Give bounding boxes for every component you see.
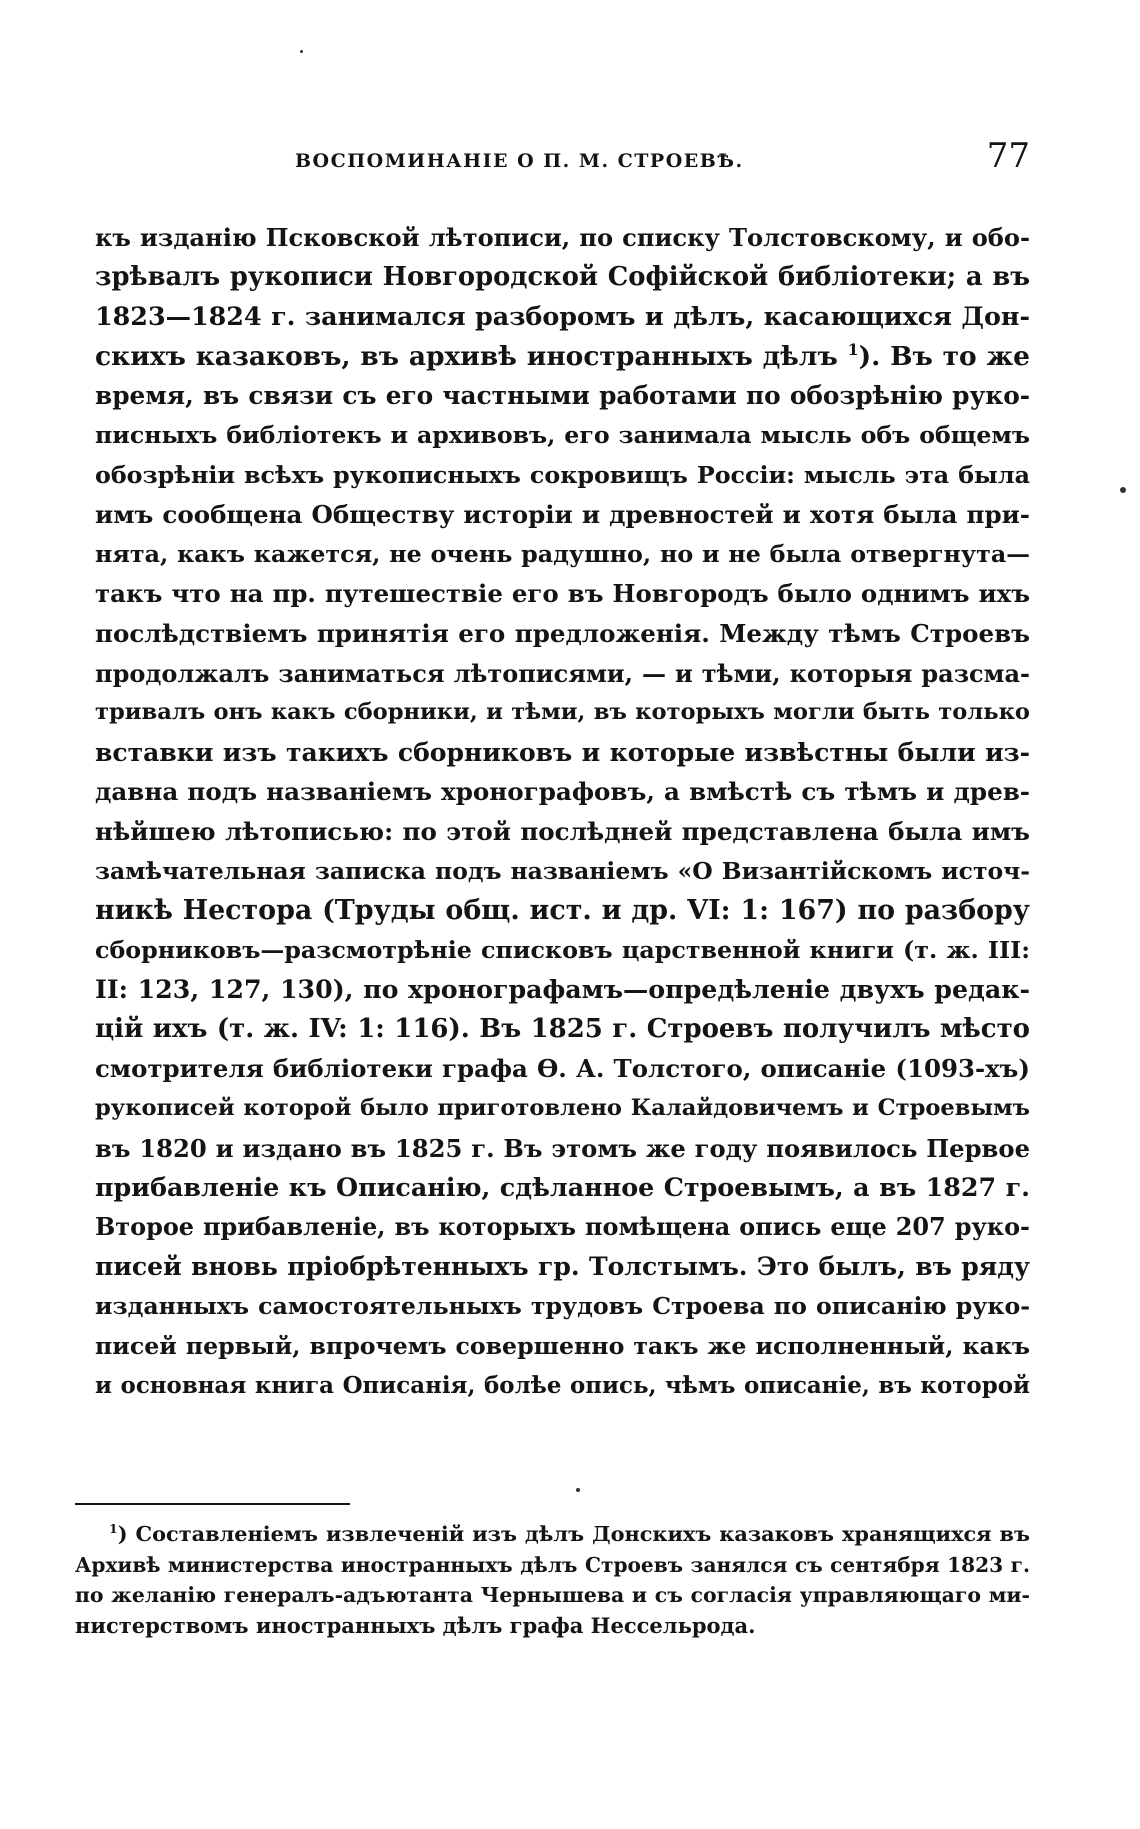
text-line: писныхъ библіотекъ и архивовъ, его занимала мысль объ общемъ (95, 420, 1030, 449)
text-line: Второе прибавленіе, въ которыхъ помѣщена опись еще 207 руко- (95, 1212, 1030, 1241)
text-line-end: ). Въ то же (858, 340, 1030, 372)
text-line: сборниковъ—разсмотрѣніе списковъ царственной книги (т. ж. III: (95, 935, 1030, 964)
text-line-start: скихъ казаковъ, въ архивѣ иностранныхъ дѣлъ (95, 340, 838, 372)
text-line: нѣйшею лѣтописью: по этой послѣдней представлена была имъ (95, 816, 1030, 846)
text-line: прибавленіе къ Описанію, сдѣланное Строевымъ, а въ 1827 г. (95, 1172, 1030, 1203)
text-line: замѣчательная записка подъ названіемъ «О Византійскомъ источ- (95, 856, 1030, 885)
scan-speck (576, 1488, 580, 1492)
body-text (95, 218, 1030, 1406)
text-line: изданныхъ самостоятельныхъ трудовъ Строева по описанію руко- (95, 1292, 1030, 1321)
text-line: такъ что на пр. путешествіе его въ Новгородъ было однимъ ихъ (95, 579, 1030, 609)
text-line: давна подъ названіемъ хронографовъ, а вмѣстѣ съ тѣмъ и древ- (95, 777, 1030, 807)
text-line: II: 123, 127, 130), по хронографамъ—опредѣленіе двухъ редак- (95, 974, 1030, 1005)
text-line-with-footnote-ref (95, 337, 1030, 377)
footnote-line: по желанію генералъ-адъютанта Чернышева и съ согласія управляющаго ми- (75, 1583, 1030, 1607)
text-line: и основная книга Описанія, болѣе опись, чѣмъ описаніе, въ которой (95, 1372, 1030, 1400)
footnote-line: Архивѣ министерства иностранныхъ дѣлъ Строевъ занялся съ сентября 1823 г. (75, 1552, 1030, 1577)
text-line: цій ихъ (т. ж. IV: 1: 116). Въ 1825 г. Строевъ получилъ мѣсто (95, 1013, 1030, 1044)
text-line: имъ сообщена Обществу исторіи и древностей и хотя была при- (95, 500, 1030, 530)
text-line: рукописей которой было приготовлено Калайдовичемъ и Строевымъ (95, 1095, 1030, 1122)
text-line: время, въ связи съ его частными работами по обозрѣнію руко- (95, 381, 1030, 411)
footnote-line: нистерствомъ иностранныхъ дѣлъ графа Нессельрода. (75, 1612, 756, 1638)
text-line: послѣдствіемъ принятія его предложенія. Между тѣмъ Строевъ (95, 618, 1030, 648)
text-line: никѣ Нестора (Труды общ. ист. и др. VI: 1: 167) по разбору (95, 895, 1030, 927)
text-line: къ изданію Псковской лѣтописи, по списку Толстовскому, и обо- (95, 223, 1030, 252)
text-line: 1823—1824 г. занимался разборомъ и дѣлъ, касающихся Дон- (95, 301, 1030, 332)
footnote-marker: 1 (109, 1521, 118, 1537)
scan-speck (300, 50, 303, 53)
text-line: обозрѣніи всѣхъ рукописныхъ сокровищъ Россіи: мысль эта была (95, 460, 1030, 489)
text-line: писей вновь пріобрѣтенныхъ гр. Толстымъ. Это былъ, въ ряду (95, 1251, 1030, 1282)
footnote (75, 1519, 1030, 1641)
text-line: въ 1820 и издано въ 1825 г. Въ этомъ же году появилось Первое (95, 1133, 1030, 1163)
page-number: 77 (986, 136, 1030, 176)
text-line: зрѣвалъ рукописи Новгородской Софійской библіотеки; а въ (95, 261, 1030, 292)
text-line: нята, какъ кажется, не очень радушно, но и не была отвергнута— (95, 539, 1030, 568)
text-line: тривалъ онъ какъ сборники, и тѣми, въ которыхъ могли быть только (95, 699, 1030, 726)
page-header (95, 136, 1030, 180)
running-title: ВОСПОМИНАНІЕ О П. М. СТРОЕВѢ. (295, 150, 744, 172)
text-line: смотрителя библіотеки графа Ѳ. А. Толстого, описаніе (1093-хъ) (95, 1054, 1030, 1084)
text-line: вставки изъ такихъ сборниковъ и которые извѣстны были из- (95, 736, 1030, 767)
footnote-separator (75, 1503, 350, 1505)
text-line: писей первый, впрочемъ совершенно такъ же исполненный, какъ (95, 1331, 1030, 1360)
footnote-reference: 1 (847, 339, 859, 359)
text-line: продолжалъ заниматься лѣтописями, — и тѣми, которыя разсма- (95, 658, 1030, 688)
footnote-line: $^1$) Составленіемъ извлеченій изъ дѣлъ Донскихъ казаковъ хранящихся въ (109, 1521, 1030, 1546)
scan-speck (1120, 487, 1126, 493)
